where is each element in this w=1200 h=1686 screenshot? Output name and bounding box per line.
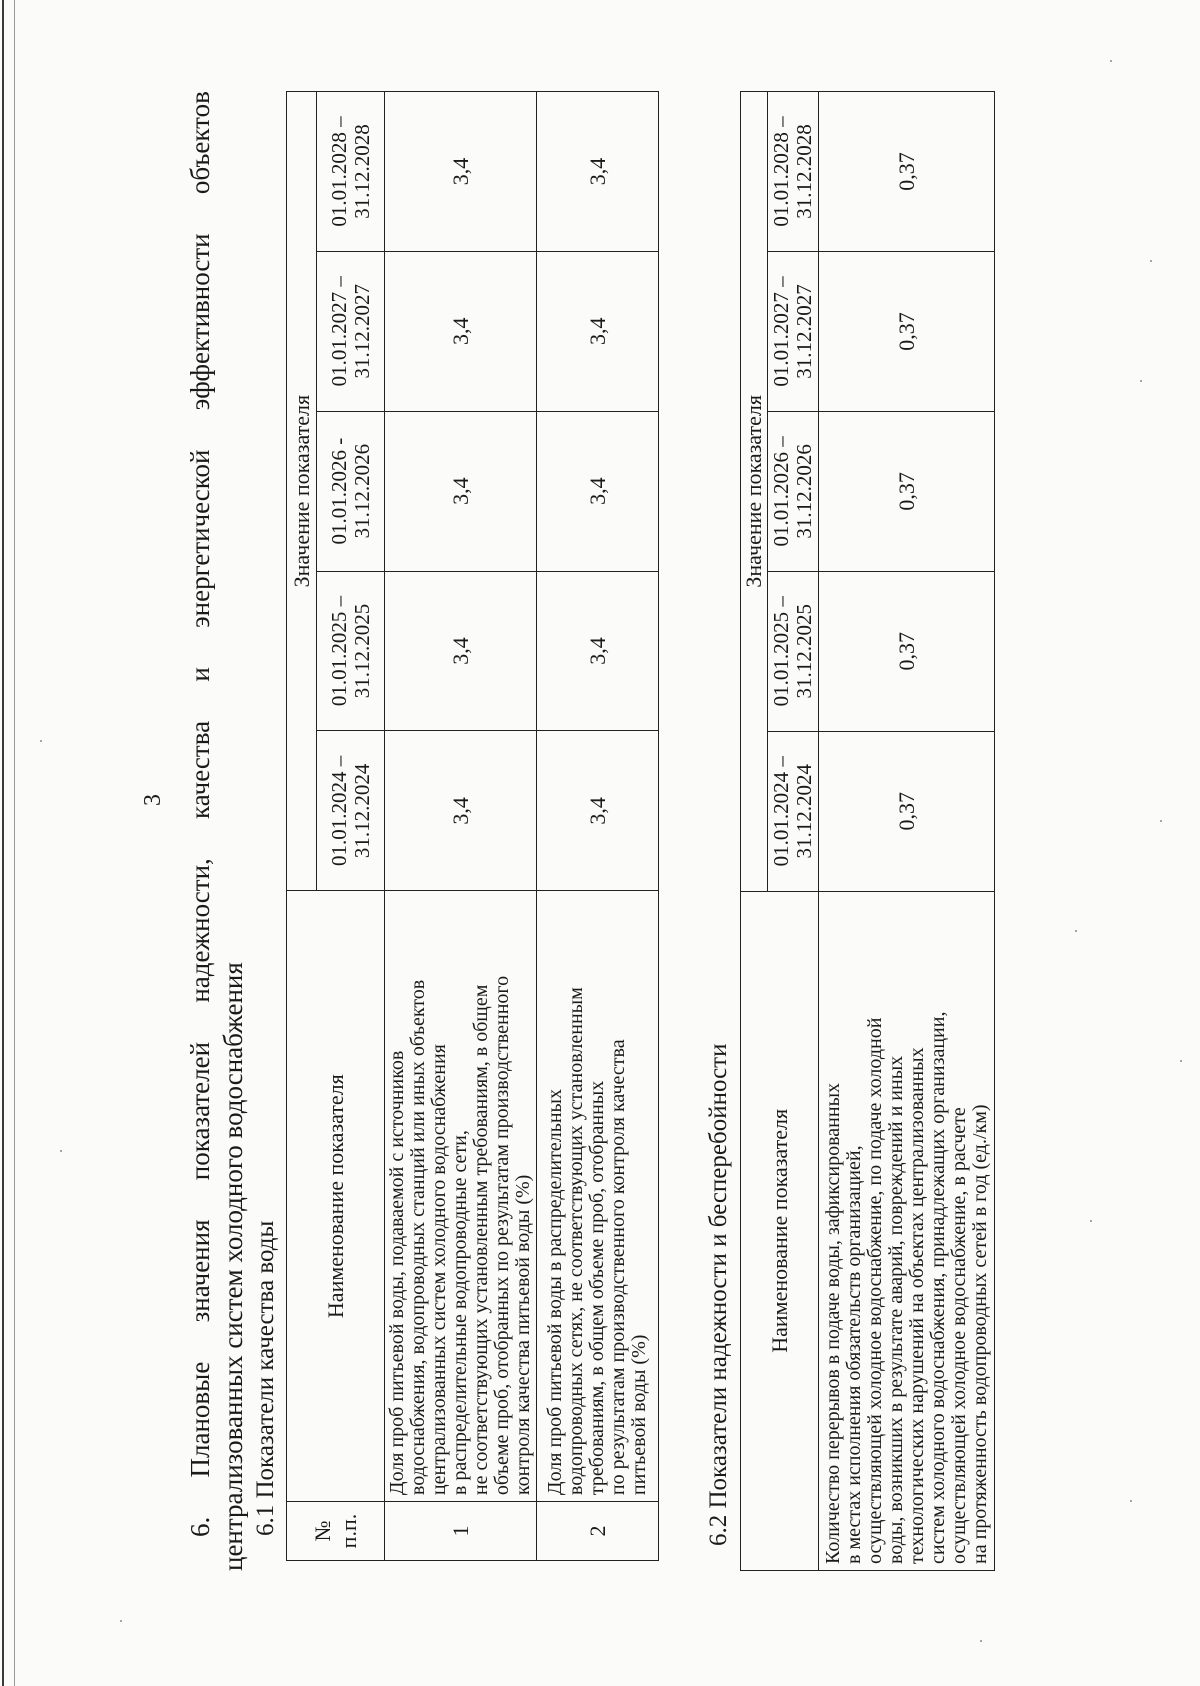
header-value-group: Значение показателя — [287, 92, 317, 891]
row-value: 0,37 — [819, 731, 995, 891]
table-row — [819, 92, 995, 1571]
row-value: 0,37 — [819, 92, 995, 252]
header-indicator-name-2: Наименование показателя — [741, 891, 819, 1570]
row-indicator-name — [385, 891, 537, 1502]
heading-line-1 — [184, 91, 217, 1571]
indicator-line: Количество перерывов в подаче воды, зафиксированных — [821, 1082, 844, 1564]
header-period: 01.01.2024 – 31.12.2024 — [317, 731, 385, 891]
heading-word: объектов — [185, 91, 215, 195]
header-period: 01.01.2026 - 31.12.2026 — [317, 411, 385, 571]
page-number: 3 — [140, 794, 166, 806]
indicator-line: объеме проб, отобранных по результатам производственного — [491, 975, 513, 1496]
heading-word: 6. — [185, 1516, 215, 1537]
subsection-title-6-1: 6.1 Показатели качества воды — [252, 1220, 279, 1536]
row-value: 3,4 — [385, 251, 537, 411]
indicator-line: водопроводных сетях, не соответствующих установленным — [565, 987, 587, 1496]
row-value: 3,4 — [537, 571, 659, 731]
header-period: 01.01.2028 – 31.12.2028 — [768, 92, 819, 252]
indicator-line: в распределительные водопроводные сети, — [449, 1130, 471, 1496]
row-value: 3,4 — [537, 731, 659, 891]
heading-line-2: централизованных систем холодного водоснабжения — [218, 962, 248, 1571]
row-number: 1 — [385, 1502, 537, 1561]
section-heading — [184, 91, 250, 1571]
header-value-group-2: Значение показателя — [741, 92, 768, 892]
indicator-line: водоснабжения, водопроводных станций или иных объектов — [407, 979, 429, 1496]
heading-word: энергетической — [185, 449, 215, 628]
indicator-line: воды, возникших в результате аварий, повреждений и иных — [884, 1055, 907, 1564]
subsection-title-6-2: 6.2 Показатели надежности и бесперебойности — [705, 1043, 732, 1546]
indicator-line: питьевой воды (%) — [628, 1334, 650, 1496]
row-value: 0,37 — [819, 571, 995, 731]
heading-word: эффективности — [185, 233, 215, 411]
indicator-line: систем холодного водоснабжения, принадлежащих организации, — [926, 1011, 949, 1564]
header-period: 01.01.2026 – 31.12.2026 — [768, 411, 819, 571]
row-value: 3,4 — [537, 251, 659, 411]
header-period: 01.01.2028 – 31.12.2028 — [317, 92, 385, 252]
indicator-line: требованиям, в общем объеме проб, отобранных — [586, 1080, 608, 1496]
water-quality-table — [286, 91, 659, 1561]
row-value: 3,4 — [385, 411, 537, 571]
table-row — [385, 92, 537, 1561]
reliability-table — [740, 91, 995, 1571]
heading-word: значения — [185, 1219, 215, 1323]
header-indicator-name: Наименование показателя — [287, 891, 385, 1502]
header-period: 01.01.2027 – 31.12.2027 — [768, 251, 819, 411]
indicator-line: в местах исполнения обязательств организацией, — [842, 1145, 865, 1564]
header-period: 01.01.2025 – 31.12.2025 — [317, 571, 385, 731]
indicator-line: по результатам производственного контроля качества — [607, 1039, 629, 1496]
heading-word: качества — [185, 720, 215, 819]
header-period: 01.01.2025 – 31.12.2025 — [768, 571, 819, 731]
row-value: 0,37 — [819, 251, 995, 411]
indicator-line: технологических нарушений на объектах централизованных — [905, 1047, 928, 1564]
indicator-line: контроля качества питьевой воды (%) — [512, 1174, 534, 1496]
indicator-line: не соответствующих установленным требованиям, в общем — [470, 984, 492, 1496]
table-row — [537, 92, 659, 1561]
header-period: 01.01.2024 – 31.12.2024 — [768, 731, 819, 891]
row-value: 3,4 — [385, 731, 537, 891]
row-indicator-name — [537, 891, 659, 1502]
row-value: 3,4 — [385, 571, 537, 731]
heading-word: Плановые — [185, 1361, 215, 1478]
heading-word: и — [185, 667, 215, 682]
indicator-line: Доля проб питьевой воды, подаваемой с источников — [386, 1050, 408, 1496]
header-no: № п.п. — [287, 1502, 385, 1561]
row-number: 2 — [537, 1502, 659, 1561]
heading-word: показателей — [185, 1041, 215, 1181]
indicator-line: осуществляющей холодное водоснабжение, в расчете — [947, 1107, 970, 1564]
row-value: 3,4 — [385, 92, 537, 252]
row-value: 3,4 — [537, 411, 659, 571]
indicator-line: Доля проб питьевой воды в распределительных — [544, 1089, 566, 1496]
row-value: 0,37 — [819, 411, 995, 571]
header-period: 01.01.2027 – 31.12.2027 — [317, 251, 385, 411]
heading-word: надежности, — [185, 858, 215, 1003]
row-indicator-name — [819, 891, 995, 1570]
indicator-line: на протяженность водопроводных сетей в год (ед./км) — [968, 1104, 991, 1564]
row-value: 3,4 — [537, 92, 659, 252]
indicator-line: централизованных систем холодного водоснабжения — [428, 1044, 450, 1496]
indicator-line: осуществляющей холодное водоснабжение, по подаче холодной — [863, 1017, 886, 1564]
